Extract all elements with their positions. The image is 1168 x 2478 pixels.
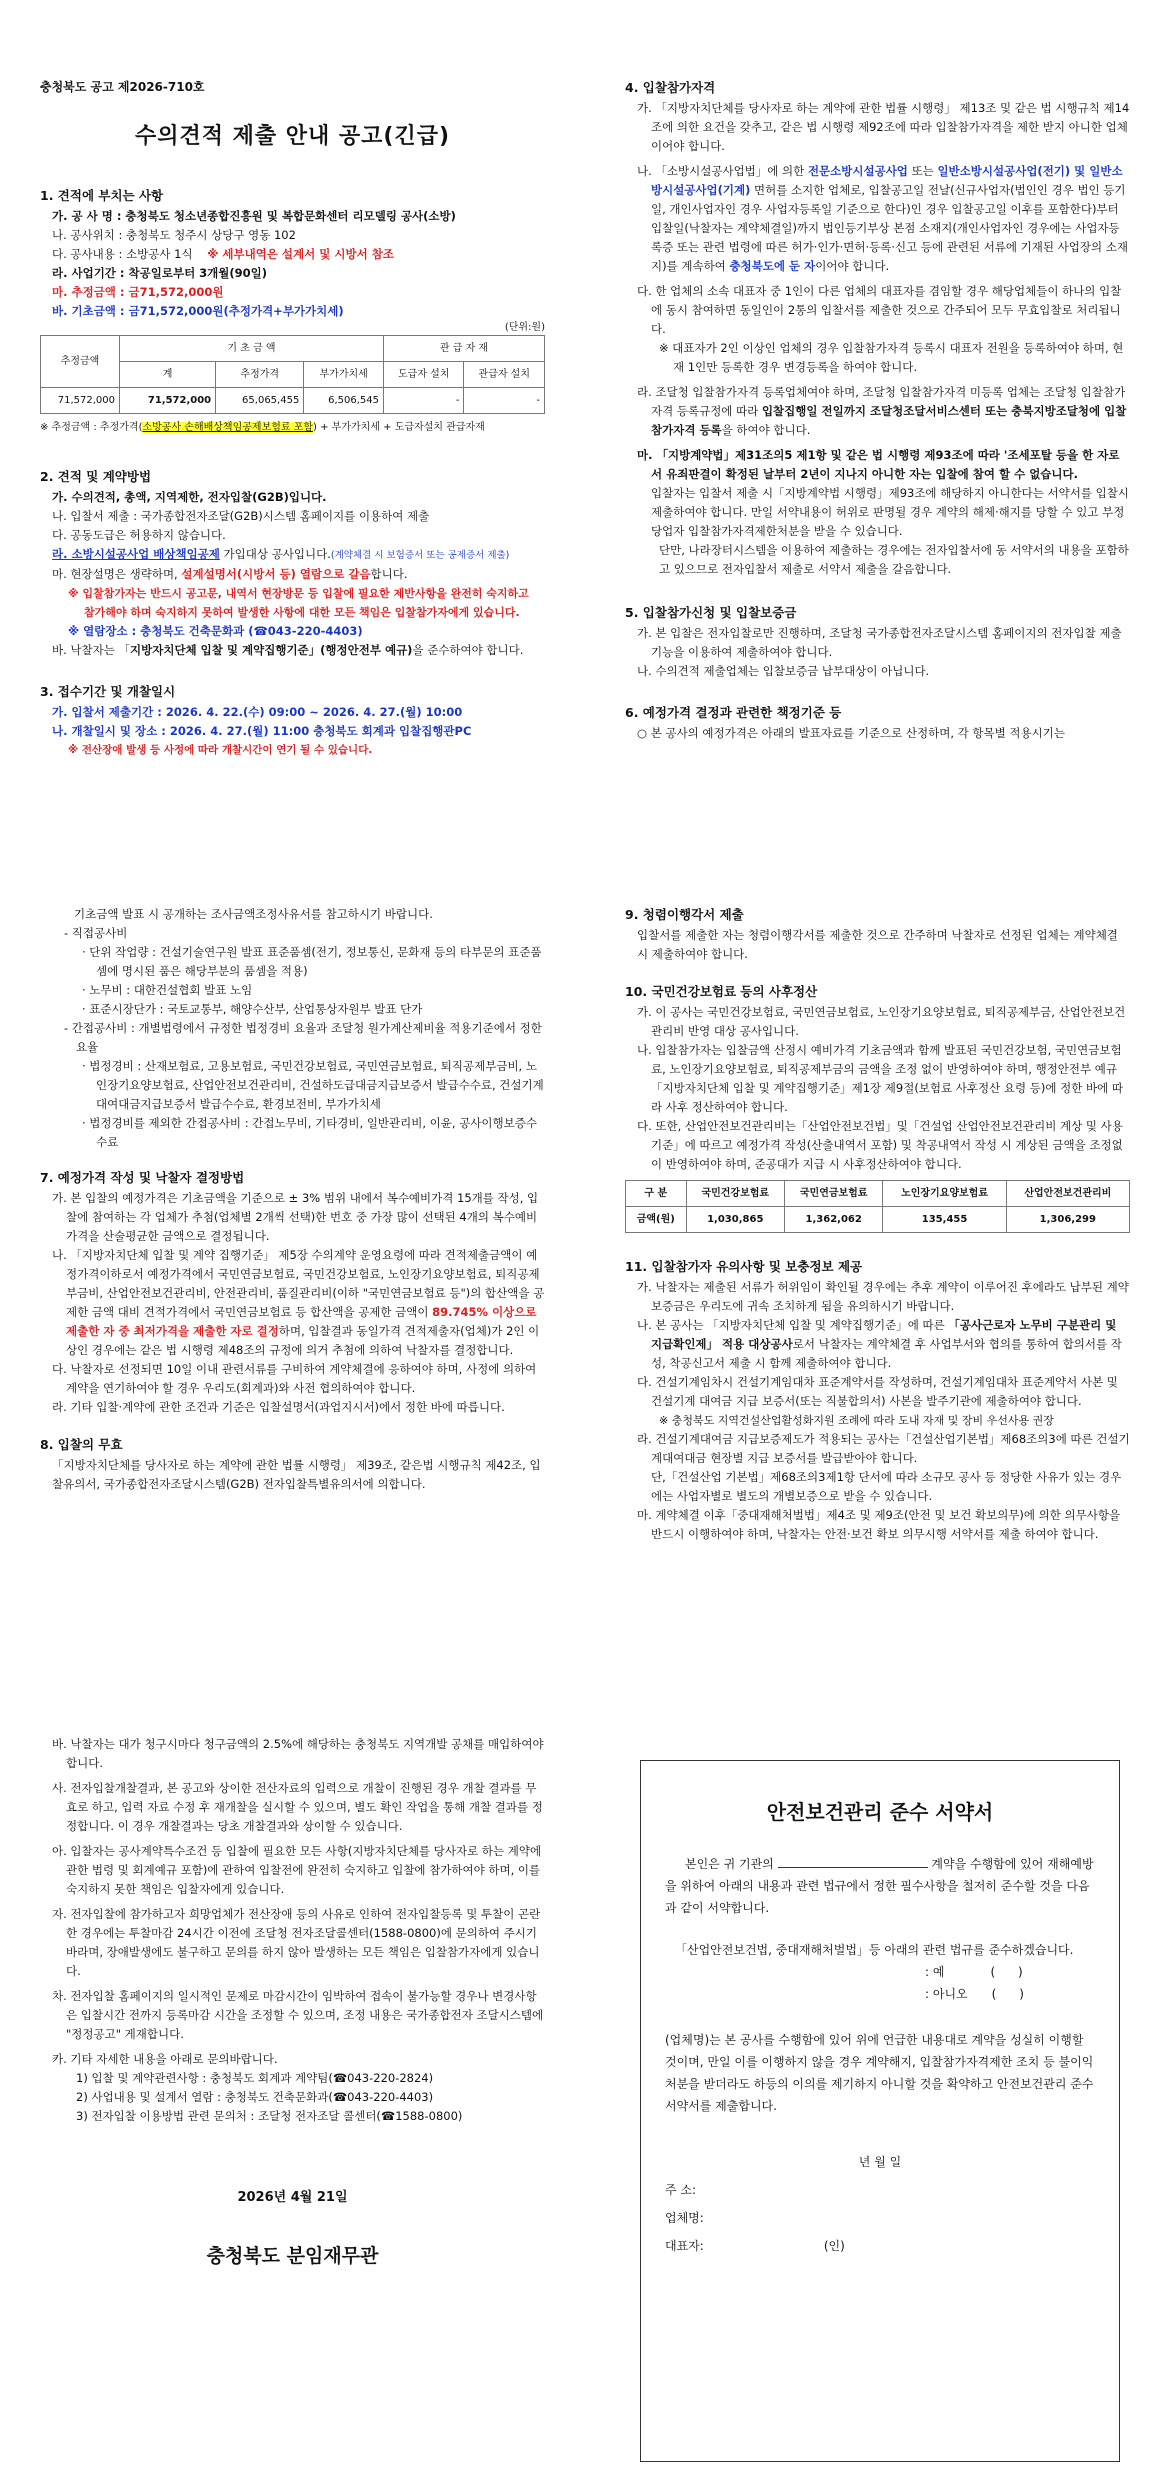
- safety-pledge-form: [640, 1760, 1120, 2462]
- p3-line-2: - 직접공사비: [64, 926, 128, 940]
- s2-item-ra: 라. 소방시설공사업 배상책임공제 가입대상 공사입니다.(계약체결 시 보험증서 또는 공제증서 제출): [52, 547, 510, 561]
- pledge-company: 업체명:: [665, 2211, 704, 2225]
- pledge-body: (업체명)는 본 공사를 수행함에 있어 위에 언급한 내용대로 계약을 성실히 이행할 것이며, 만일 이를 이행하지 않을 경우 계약해지, 입찰참가자격제한 조치 등 불이익 처분을 받더라도 하등의 이의를 제기하지 아니할 것을 확약하고 안전보건관리 준수서약서를 제출합니다.: [665, 2033, 1094, 2113]
- unit-label: (단위:원): [504, 322, 545, 333]
- s2-item-ba: 바. 낙찰자는 「지방자치단체 입찰 및 계약집행기준」(행정안전부 예규)을 준수하여야 합니다.: [52, 643, 524, 657]
- s1-item-ra: 라. 사업기간 : 착공일로부터 3개월(90일): [52, 266, 268, 280]
- section-1-heading: 1. 견적에 부치는 사항: [40, 188, 164, 203]
- s4-ma-body: 입찰자는 입찰서 제출 시「지방계약법 시행령」제93조에 해당하지 아니한다는 서약서를 입찰시 제출하여야 합니다. 만일 서약내용이 허위로 판명될 경우 계약의 해제·해지를 당할 수 있고 부정당업자 입찰참가자격제한처분을 받을 수 있습니다.: [651, 486, 1129, 538]
- s11-item-na: 나. 본 공사는 「지방자치단체 입찰 및 계약집행기준」에 따른 「공사근로자 노무비 구분관리 및 지급확인제」 적용 대상공사로서 낙찰자는 계약체결 후 사업부서와 협의를 통하여 합의서를 작성, 착공신고서 제출 시 함께 제출하여야 합니다.: [637, 1318, 1122, 1370]
- cell-care: 135,455: [883, 1207, 1006, 1233]
- s5-item-ga: 가. 본 입찰은 전자입찰로만 진행하며, 조달청 국가종합전자조달시스템 홈페이지의 전자입찰 제출 기능을 이용하여 제출하여야 합니다.: [637, 626, 1122, 659]
- pledge-representative: 대표자: (인): [665, 2235, 1095, 2257]
- th-gov2: 관급자 설치: [464, 362, 545, 388]
- th-sum: 계: [120, 362, 216, 388]
- s1-item-ga: 가. 공 사 명 : 충청북도 청소년종합진흥원 및 복합문화센터 리모델링 공사(소방): [52, 209, 456, 223]
- s2-warning-2: 참가해야 하며 숙지하지 못하여 발생한 사항에 대한 모든 책임은 입찰참가자에게 있습니다.: [84, 606, 520, 619]
- s11-item-ma: 마. 계약체결 이후「중대재해처벌법」제4조 및 제9조(안전 및 보건 확보의무)에 의한 의무사항을 반드시 이행하여야 하며, 낙찰자는 안전·보건 확보 의무시행 서약서를 제출 하여야 합니다.: [637, 1508, 1121, 1541]
- s4-da-note: ※ 대표자가 2인 이상인 업체의 경우 입찰참가자격 등록시 대표자 전원을 등록하여야 하며, 현재 1인만 등록한 경우 변경등록을 하여야 합니다.: [659, 341, 1124, 374]
- s1-item-na: 나. 공사위치 : 충청북도 청주시 상당구 영동 102: [52, 228, 296, 242]
- s8-item-ga: 「지방자치단체를 당사자로 하는 계약에 관한 법률 시행령」 제39조, 같은법 시행규칙 제42조, 입찰유의서, 국가종합전자조달시스템(G2B) 전자입찰특별유의서에 의합니다.: [52, 1458, 541, 1491]
- notice-number: 충청북도 공고 제2026-710호: [40, 80, 205, 94]
- s4-item-ga: 가. 「지방자치단체를 당사자로 하는 계약에 관한 법률 시행령」 제13조 및 같은 법 시행규칙 제14조에 의한 요건을 갖추고, 같은 법 시행령 제92조에 따라 입찰참가자격을 제한 받지 아니한 업체이어야 합니다.: [637, 101, 1130, 153]
- p5-item-ba: 바. 낙찰자는 대가 청구시마다 청구금액의 2.5%에 해당하는 충청북도 지역개발 공채를 매입하여야 합니다.: [52, 1737, 544, 1770]
- s5-item-na: 나. 수의견적 제출업체는 입찰보증금 납부대상이 아닙니다.: [637, 664, 930, 678]
- s2-item-ga: 가. 수의견적, 총액, 지역제한, 전자입찰(G2B)입니다.: [52, 490, 327, 504]
- p3-line-4: · 노무비 : 대한건설협회 발표 노임: [82, 983, 253, 997]
- s11-item-da: 다. 건설기계임차시 건설기계임대차 표준계약서를 작성하며, 건설기계임대차 표준계약서 사본 및 건설기계 대여금 지급 보증서(또는 직불합의서) 사본을 발주기관에 제출하여야 합니다.: [637, 1375, 1118, 1408]
- cell-gov1: -: [384, 388, 464, 414]
- s2-item-na: 나. 입찰서 제출 : 국가종합전자조달(G2B)시스템 홈페이지를 이용하여 제출: [52, 509, 430, 523]
- pledge-law: 「산업안전보건법, 중대재해처벌법」등 아래의 관련 법규를 준수하겠습니다.: [675, 1943, 1074, 1957]
- section-4-heading: 4. 입찰참가자격: [625, 80, 716, 95]
- s1-item-ma: 마. 추정금액 : 금71,572,000원: [52, 285, 224, 299]
- p3-line-5: · 표준시장단가 : 국토교통부, 해양수산부, 산업통상자원부 발표 단가: [82, 1002, 423, 1016]
- s4-item-ma: 마. 「지방계약법」제31조의5 제1항 및 같은 법 시행령 제93조에 따라 '조세포탈 등을 한 자로서 유죄판결이 확정된 날부터 2년이 지나지 아니한 자는 입찰에 참여 할 수 없습니다.: [637, 448, 1120, 481]
- th-care: 노인장기요양보험료: [883, 1181, 1006, 1207]
- contract-name-blank[interactable]: [778, 1855, 928, 1868]
- s2-item-da: 다. 공동도급은 허용하지 않습니다.: [52, 528, 226, 542]
- section-8-heading: 8. 입찰의 무효: [40, 1437, 123, 1452]
- estimate-note: ※ 추정금액 : 추정가격(소방공사 손해배상책임공제보험료 포함) + 부가가치세 + 도급자설치 관급자재: [40, 422, 485, 433]
- th-kind: 구 분: [626, 1181, 687, 1207]
- cell-safety: 1,306,299: [1006, 1207, 1129, 1233]
- s2-item-ma: 마. 현장설명은 생략하며, 설계설명서(시방서 등) 열람으로 갈음합니다.: [52, 567, 408, 581]
- p3-line-3: · 단위 작업량 : 건설기술연구원 발표 표준품셈(전기, 정보통신, 문화재 등의 타부문의 표준품셈에 명시된 품은 해당부분의 품셈을 적용): [82, 945, 542, 978]
- yes-checkbox[interactable]: ( ): [990, 1965, 1023, 1979]
- cell-gov2: -: [464, 388, 545, 414]
- contact-1: 1) 입찰 및 계약관련사항 : 충청북도 회계과 계약팀(☎043-220-2824): [76, 2071, 434, 2085]
- s4-item-da: 다. 한 업체의 소속 대표자 중 1인이 다른 업체의 대표자를 겸임할 경우 해당업체들이 하나의 입찰에 동시 참여하면 동일인이 2통의 입찰서를 제출한 것으로 간주되어 모두 무효입찰로 처리됩니다.: [637, 284, 1122, 336]
- page-3: [40, 905, 545, 1494]
- row-amount-label: 금액(원): [626, 1207, 687, 1233]
- page-4: [625, 905, 1130, 1544]
- th-base: 기 초 금 액: [120, 336, 384, 362]
- contact-3: 3) 전자입찰 이용방법 관련 문의처 : 조달청 전자조달 콜센터(☎1588-0800): [76, 2109, 463, 2123]
- s10-item-ga: 가. 이 공사는 국민건강보험료, 국민연금보험료, 노인장기요양보험료, 퇴직공제부금, 산업안전보건관리비 반영 대상 공사입니다.: [637, 1005, 1126, 1038]
- cell-price: 65,065,455: [216, 388, 304, 414]
- pledge-title: 안전보건관리 준수 서약서: [766, 1800, 994, 1824]
- p3-line-1: 기초금액 발표 시 공개하는 조사금액조정사유서를 참고하시기 바랍니다.: [74, 907, 433, 921]
- th-estimate: 추정금액: [41, 336, 120, 388]
- s11-item-ra: 라. 건설기계대여금 지급보증제도가 적용되는 공사는「건설산업기본법」제68조의3에 따른 건설기계대여대금 현장별 지급 보증서를 발급받아야 합니다.: [637, 1432, 1130, 1465]
- p3-line-7: · 법정경비 : 산재보험료, 고용보험료, 국민건강보험료, 국민연금보험료, 퇴직공제부금비, 노인장기요양보험료, 산업안전보건관리비, 건설하도급대금지급보증서 발급수수료, 건설기계대여대금지급보증서 발급수수료, 환경보전비, 부가가치세: [82, 1059, 544, 1111]
- contact-2: 2) 사업내용 및 설계서 열람 : 충청북도 건축문화과(☎043-220-4403): [76, 2090, 434, 2104]
- th-pension: 국민연금보험료: [784, 1181, 882, 1207]
- p5-item-sa: 사. 전자입찰개찰결과, 본 공고와 상이한 전산자료의 입력으로 개찰이 진행된 경우 개찰 결과를 무효로 하고, 입력 자료 수정 후 재개찰을 실시할 수 있으며, 별도 확인 작업을 통해 개찰 결과를 정정합니다. 이 경우 개찰결과는 당초 개찰결과와 상이할 수 있습니다.: [52, 1781, 543, 1833]
- seal-mark: (인): [823, 2239, 845, 2253]
- page-2: [625, 78, 1130, 743]
- th-health: 국민건강보험료: [686, 1181, 784, 1207]
- s2-view-place: ※ 열람장소 : 충청북도 건축문화과 (☎043-220-4403): [68, 624, 363, 638]
- s2-warning-1: ※ 입찰참가자는 반드시 공고문, 내역서 현장방문 등 입찰에 필요한 제반사항을 완전히 숙지하고: [68, 587, 529, 600]
- section-3-heading: 3. 접수기간 및 개찰일시: [40, 684, 176, 699]
- notice-title: 수의견적 제출 안내 공고(긴급): [134, 124, 451, 149]
- s11-item-ga: 가. 낙찰자는 제출된 서류가 허위임이 확인될 경우에는 추후 계약이 이루어진 후에라도 납부된 계약보증금은 우리도에 귀속 조치하게 됨을 유의하시기 바랍니다.: [637, 1280, 1129, 1313]
- p3-line-8: · 법정경비를 제외한 간접공사비 : 간접노무비, 기타경비, 일반관리비, 이윤, 공사이행보증수수료: [82, 1116, 537, 1149]
- s11-da-note: ※ 충청북도 지역건설산업활성화지원 조례에 따라 도내 자재 및 장비 우선사용 권장: [659, 1414, 1054, 1427]
- section-9-heading: 9. 청렴이행각서 제출: [625, 907, 744, 922]
- th-gov1: 도급자 설치: [384, 362, 464, 388]
- cell-sum: 71,572,000: [120, 388, 216, 414]
- s4-item-ra: 라. 조달청 입찰참가자격 등록업체여야 하며, 조달청 입찰참가자격 미등록 업체는 조달청 입찰참가자격 등록규정에 따라 입찰집행일 전일까지 조달청조달서비스센터 또는 충북지방조달청에 입찰참가자격 등록을 하여야 합니다.: [637, 385, 1127, 437]
- issuer-signature: 충청북도 분임재무관: [206, 2245, 379, 2267]
- s9-item-ga: 입찰서를 제출한 자는 청렴이행각서를 제출한 것으로 간주하며 낙찰자로 선정된 업체는 계약체결 시 제출하여야 합니다.: [637, 928, 1118, 961]
- p5-item-ja: 자. 전자입찰에 참가하고자 희망업체가 전산장애 등의 사유로 인하여 전자입찰등록 및 투찰이 곤란한 경우에는 투찰마감 24시간 이전에 조달청 전자조달콜센터(1588-0800)에 문의하여 주시기 바라며, 장애발생에도 불구하고 문의를 하지 않아 발생하는 모든 책임은 입찰참가자에게 있습니다.: [52, 1907, 541, 1978]
- s1-item-da: 다. 공사내용 : 소방공사 1식 ※ 세부내역은 설계서 및 시방서 참조: [52, 247, 394, 261]
- s7-item-ra: 라. 기타 입찰·계약에 관한 조건과 기준은 입찰설명서(과업지시서)에서 정한 바에 따릅니다.: [52, 1400, 505, 1414]
- cell-health: 1,030,865: [686, 1207, 784, 1233]
- s10-item-na: 나. 입찰참가자는 입찰금액 산정시 예비가격 기초금액과 함께 발표된 국민건강보험, 국민연금보험료, 노인장기요양보험료, 퇴직공제부금의 금액을 조정 없이 반영하여야 하며, 행정안전부 예규「지방자치단체 입찰 및 계약집행기준」제1장 제9절(보험료 사후정산 요령 등)에 정한 바에 따라 사후 정산하여야 합니다.: [637, 1043, 1123, 1114]
- cell-vat: 6,506,545: [304, 388, 384, 414]
- pledge-address: 주 소:: [665, 2183, 697, 2197]
- p3-line-6: - 간접공사비 : 개별법령에서 규정한 법정경비 요율과 조달청 원가계산제비율 적용기준에서 정한 요율: [64, 1021, 542, 1054]
- p5-item-cha: 차. 전자입찰 홈페이지의 일시적인 문제로 마감시간이 임박하여 접속이 불가능할 경우나 변경사항은 입찰시간 전까지 등록마감 시간을 조정할 수 있으며, 조정 내용은 국가종합전자 조달시스템에 "정정공고" 게재합니다.: [52, 1989, 544, 2041]
- s4-ma-note: 단만, 나라장터시스템을 이용하여 제출하는 경우에는 전자입찰서에 동 서약서의 내용을 포함하고 있으므로 전자입찰서 제출로 서약서 제출을 갈음합니다.: [659, 543, 1129, 576]
- s7-item-ga: 가. 본 입찰의 예정가격은 기초금액을 기준으로 ± 3% 범위 내에서 복수예비가격 15개를 작성, 입찰에 참여하는 각 업체가 추첨(업체별 2개씩 선택)한 번호 중 가장 많이 선택된 4개의 복수예비가격을 산술평균한 금액으로 결정됩니다.: [52, 1191, 539, 1243]
- s7-item-na: 나. 「지방자치단체 입찰 및 계약 집행기준」 제5장 수의계약 운영요령에 따라 견적제출금액이 예정가격이하로서 예정가격에서 국민연금보험료, 국민건강보험료, 노인장기요양보험료, 퇴직공제부금비, 산업안전보건관리비, 안전관리비, 품질관리비(이하 "국민연금보험료 등")의 합산액을 공제한 금액 대비 견적가격에서 국민연금보험료 등 합산액을 공제한 금액이 89.745% 이상으로 제출한 자 중 최저가격을 제출한 자로 결정하며, 입찰결과 동일가격 견적제출자(업체)가 2인 이상인 경우에는 같은 법 시행령 제48조의 규정에 의거 추첨에 의하여 낙찰자를 결정합니다.: [52, 1248, 545, 1357]
- insurance-table: [625, 1180, 1130, 1233]
- notice-date: 2026년 4월 21일: [237, 2190, 348, 2205]
- section-10-heading: 10. 국민건강보험료 등의 사후정산: [625, 984, 818, 999]
- section-7-heading: 7. 예정가격 작성 및 낙찰자 결정방법: [40, 1170, 245, 1185]
- page-1: [40, 78, 545, 760]
- th-vat: 부가가치세: [304, 362, 384, 388]
- th-safety: 산업안전보건관리비: [1006, 1181, 1129, 1207]
- pledge-intro: 본인은 귀 기관의 계약을 수행함에 있어 재해예방을 위하여 아래의 내용과 관련 법규에서 정한 필수사항을 철저히 준수할 것을 다음과 같이 서약합니다.: [665, 1857, 1094, 1915]
- s4-item-na: 나. 「소방시설공사업법」에 의한 전문소방시설공사업 또는 일반소방시설공사업(전기) 및 일반소방시설공사업(기계) 면허를 소지한 업체로, 입찰공고일 전날(신규사업자(법인인 경우 법인 등기일, 개인사업자인 경우 사업자등록일 기준으로 한다)인 경우 입찰공고일 이후를 포함한다)부터 입찰일(낙찰자는 계약체결일)까지 법인등기부상 본점 소재지(개인사업자인 경우에는 사업자등록증 또는 관련 법령에 따른 허가·인가·면허·등록·신고 등에 관련된 서류에 기재된 사업장의 소재지)를 계속하여 충청북도에 둔 자이어야 합니다.: [637, 164, 1128, 273]
- section-6-heading: 6. 예정가격 결정과 관련한 책정기준 등: [625, 705, 842, 720]
- s3-item-ga: 가. 입찰서 제출기간 : 2026. 4. 22.(수) 09:00 ~ 2026. 4. 27.(월) 10:00: [52, 705, 463, 719]
- section-5-heading: 5. 입찰참가신청 및 입찰보증금: [625, 605, 797, 620]
- page-5: [40, 1735, 545, 2266]
- s3-warning: ※ 전산장애 발생 등 사정에 따라 개찰시간이 연기 될 수 있습니다.: [68, 744, 373, 756]
- s7-item-da: 다. 낙찰자로 선정되면 10일 이내 관련서류를 구비하여 계약체결에 응하여야 하며, 사정에 의하여 계약을 연기하여야 할 경우 우리도(회계과)와 사전 협의하여야 합니다.: [52, 1362, 537, 1395]
- pledge-no: : 아니오 ( ): [665, 1983, 1095, 2005]
- section-11-heading: 11. 입찰참가자 유의사항 및 보충정보 제공: [625, 1259, 863, 1274]
- section-2-heading: 2. 견적 및 계약방법: [40, 469, 152, 484]
- p5-item-a: 아. 입찰자는 공사계약특수조건 등 입찰에 필요한 모든 사항(지방자치단체를 당사자로 하는 계약에 관한 법령 및 회계예규 포함)에 관하여 입찰전에 완전히 숙지하고 입찰에 참가하여야 하며, 이를 숙지하지 못한 책임은 입찰자에게 있습니다.: [52, 1844, 542, 1896]
- s11-ra-note: 단,「건설산업 기본법」제68조의3제1항 단서에 따라 소규모 공사 등 정당한 사유가 있는 경우에는 사업자별로 별도의 개별보증으로 받을 수 있습니다.: [651, 1470, 1122, 1503]
- s1-item-ba: 바. 기초금액 : 금71,572,000원(추정가격+부가가치세): [52, 304, 344, 318]
- cell-pension: 1,362,062: [784, 1207, 882, 1233]
- s3-item-na: 나. 개찰일시 및 장소 : 2026. 4. 27.(월) 11:00 충청북도 회계과 입찰집행관PC: [52, 724, 472, 738]
- pledge-yes: : 예 ( ): [665, 1961, 1095, 1983]
- s6-item-ga: ○ 본 공사의 예정가격은 아래의 발표자료를 기준으로 산정하며, 각 항목별 적용시기는: [637, 726, 1065, 740]
- th-price: 추정가격: [216, 362, 304, 388]
- estimate-table: [40, 335, 545, 414]
- p5-item-ka: 카. 기타 자세한 내용을 아래로 문의바랍니다.: [52, 2052, 278, 2066]
- pledge-date: 년 월 일: [858, 2155, 902, 2169]
- s10-item-da: 다. 또한, 산업안전보건관리비는「산업안전보건법」및「건설업 산업안전보건관리비 계상 및 사용기준」에 따르고 예정가격 작성(산출내역서 포함) 및 착공내역서 작성 시 계상된 금액을 조정없이 반영하여야 하며, 준공대가 지급 시 사후정산하여야 합니다.: [637, 1119, 1123, 1171]
- th-gov: 관 급 자 재: [384, 336, 545, 362]
- cell-estimate: 71,572,000: [41, 388, 120, 414]
- no-checkbox[interactable]: ( ): [991, 1987, 1024, 2001]
